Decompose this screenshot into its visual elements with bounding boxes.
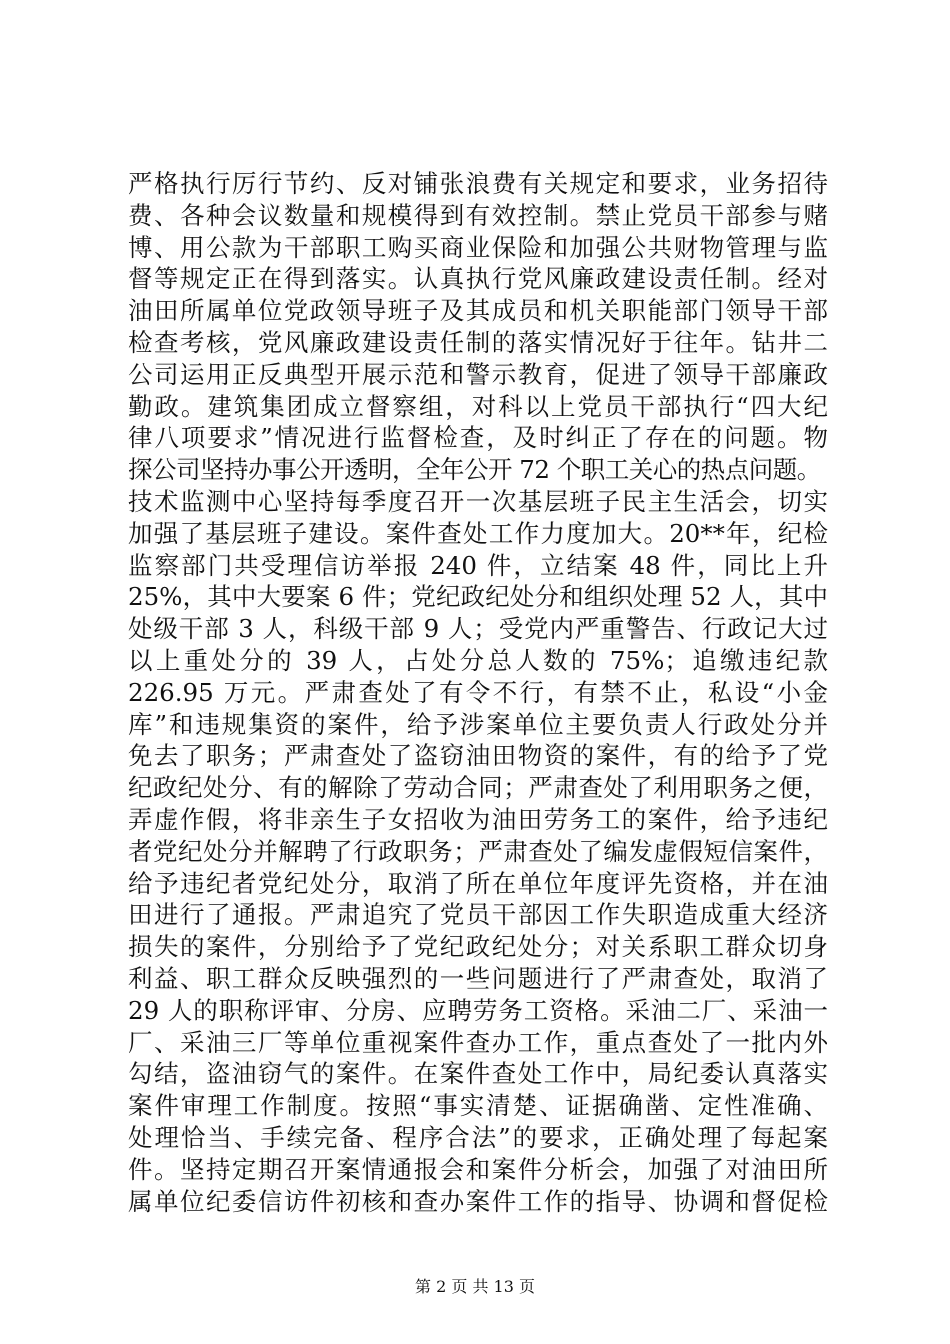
text-line: 博、用公款为干部职工购买商业保险和加强公共财物管理与监 [128, 232, 828, 262]
text-line: 者党纪处分并解聘了行政职务；严肃查处了编发虚假短信案件， [128, 836, 828, 866]
text-line: 费、各种会议数量和规模得到有效控制。禁止党员干部参与赌 [128, 200, 828, 230]
text-line: 案件审理工作制度。按照“事实清楚、证据确凿、定性准确、 [128, 1091, 828, 1121]
text-line: 免去了职务；严肃查处了盗窃油田物资的案件，有的给予了党 [128, 741, 828, 771]
text-line: 律八项要求”情况进行监督检查，及时纠正了存在的问题。物 [128, 423, 828, 453]
text-line: 属单位纪委信访件初核和查办案件工作的指导、协调和督促检 [128, 1186, 828, 1216]
text-line: 以上重处分的 39 人，占处分总人数的 75%；追缴违纪款 [128, 645, 828, 675]
text-line: 库”和违规集资的案件，给予涉案单位主要负责人行政处分并 [128, 709, 828, 739]
text-line: 油田所属单位党政领导班子及其成员和机关职能部门领导干部 [128, 296, 828, 326]
text-line: 探公司坚持办事公开透明，全年公开 72 个职工关心的热点问题。 [128, 455, 821, 485]
text-line: 损失的案件，分别给予了党纪政纪处分；对关系职工群众切身 [128, 932, 828, 962]
text-line: 利益、职工群众反映强烈的一些问题进行了严肃查处，取消了 [128, 963, 828, 993]
text-line: 29 人的职称评审、分房、应聘劳务工资格。采油二厂、采油一 [128, 995, 828, 1025]
text-line: 田进行了通报。严肃追究了党员干部因工作失职造成重大经济 [128, 900, 828, 930]
text-line: 厂、采油三厂等单位重视案件查办工作，重点查处了一批内外 [128, 1027, 828, 1057]
text-line: 件。坚持定期召开案情通报会和案件分析会，加强了对油田所 [128, 1154, 828, 1184]
text-line: 纪政纪处分、有的解除了劳动合同；严肃查处了利用职务之便， [128, 773, 828, 803]
text-line: 检查考核，党风廉政建设责任制的落实情况好于往年。钻井二 [128, 327, 828, 357]
text-line: 给予违纪者党纪处分，取消了所在单位年度评先资格，并在油 [128, 868, 828, 898]
text-line: 勾结，盗油窃气的案件。在案件查处工作中，局纪委认真落实 [128, 1059, 828, 1089]
text-line: 技术监测中心坚持每季度召开一次基层班子民主生活会，切实 [128, 486, 828, 516]
text-line: 督等规定正在得到落实。认真执行党风廉政建设责任制。经对 [128, 264, 828, 294]
text-line: 处理恰当、手续完备、程序合法”的要求，正确处理了每起案 [128, 1122, 828, 1152]
text-line: 加强了基层班子建设。案件查处工作力度加大。20**年，纪检 [128, 518, 828, 548]
text-line: 处级干部 3 人，科级干部 9 人；受党内严重警告、行政记大过 [128, 614, 828, 644]
text-line: 勤政。建筑集团成立督察组，对科以上党员干部执行“四大纪 [128, 391, 828, 421]
page-footer: 第 2 页 共 13 页 [415, 1277, 535, 1296]
text-line: 监察部门共受理信访举报 240 件，立结案 48 件，同比上升 [128, 550, 828, 580]
text-line: 严格执行厉行节约、反对铺张浪费有关规定和要求，业务招待 [128, 169, 828, 198]
body-text [128, 168, 828, 1217]
text-line: 226.95 万元。严肃查处了有令不行，有禁不止，私设“小金 [128, 677, 828, 707]
text-line: 25%，其中大要案 6 件；党纪政纪处分和组织处理 52 人，其中 [128, 582, 828, 612]
text-line: 公司运用正反典型开展示范和警示教育，促进了领导干部廉政 [128, 359, 828, 389]
text-line: 弄虚作假，将非亲生子女招收为油田劳务工的案件，给予违纪 [128, 804, 828, 834]
